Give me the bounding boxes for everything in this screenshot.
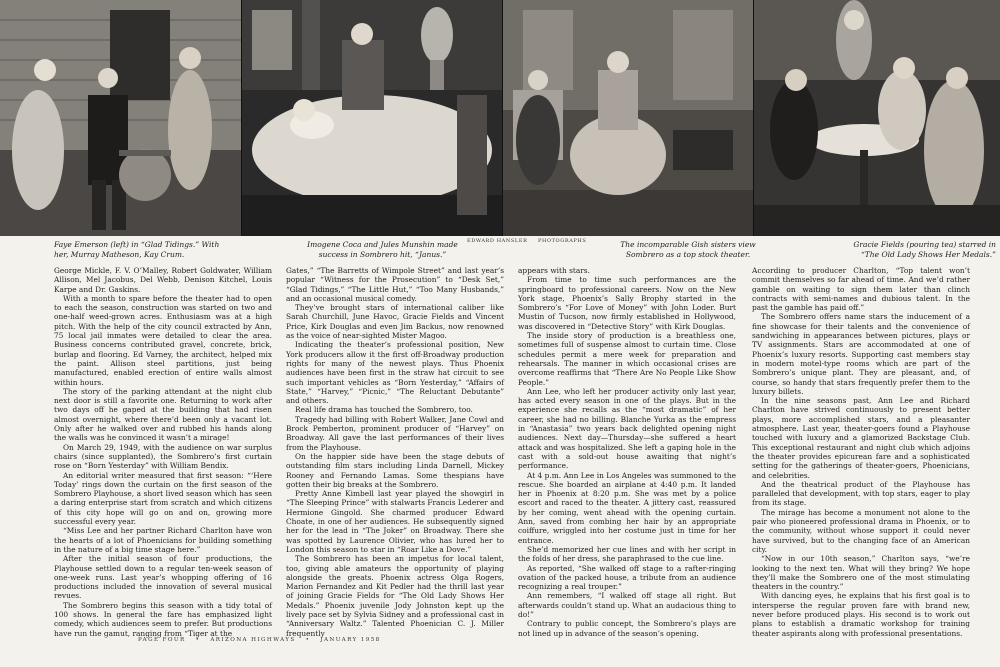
paragraph: “Now in our 10th season,” Charlton says, “we’re looking to the next ten. What will they bring? We hope they’ll make the Sombrero one of the most stimulating theaters in the country.” bbox=[752, 554, 970, 592]
photo-janus bbox=[242, 0, 502, 236]
footer-magazine: ARIZONA HIGHWAYS bbox=[210, 637, 296, 643]
paragraph: The Sombrero begins this season with a tidy total of 100 shows. In general the fare has emphasized light comedy, which audiences seem to prefer. But productions have run the gamut, ranging from “Tiger at the bbox=[54, 600, 272, 638]
paragraph: They’ve brought stars of international caliber like Sarah Churchill, June Havoc, Gracie Fields and Vincent Price, Kirk Douglas and even Jim Backus, now renowned as the voice of near-sighted Mister Magoo. bbox=[286, 303, 504, 341]
paragraph: appears with stars. bbox=[518, 266, 590, 275]
paragraph: Gates,” “The Barretts of Wimpole Street” and last year’s popular “Witness for the Prosecution” to “Desk Set,” “Glad Tidings,” “The Little Hut,” “Too Many Husbands,” and an occasional musical comedy. bbox=[286, 266, 504, 303]
footer-separator: • bbox=[305, 637, 311, 643]
paragraph: The Sombrero has been an impetus for local talent, too, giving able amateurs the opportunity of playing alongside the greats. Phoenix actress Olga Rogers, Marion Fernandez and Kit Pedler had the thrill last year of joining Gracie Fields for “The Old Lady Shows Her Medals.” Phoenix juvenile Jody Johnston kept up the lively pace set by Sylvia Sidney and a professional cast in “Anniversary Waltz.” Talented Phoenician C. J. Miller frequently bbox=[286, 554, 504, 638]
page-footer bbox=[138, 637, 381, 643]
photo-gish-sisters bbox=[503, 0, 753, 236]
photo-glad-tidings bbox=[0, 0, 241, 236]
paragraph: On March 29, 1949, with the audience on war surplus chairs (since supplanted), the Sombrero’s first curtain rose on “Born Yesterday” with William Bendix. bbox=[54, 442, 272, 471]
paragraph: Tragedy had billing with Robert Walker, Jane Cowl and Brock Pemberton, prominent producer of “Harvey” on Broadway. All gave the last performances of their lives from the Playhouse. bbox=[286, 414, 504, 452]
caption-glad-tidings: Faye Emerson (left) in “Glad Tidings.” With her, Murray Matheson, Kay Crum. bbox=[54, 240, 220, 259]
footer-date: JANUARY 1958 bbox=[320, 637, 381, 643]
caption-gish-sisters: The incomparable Gish sisters view Sombrero as a top stock theater. bbox=[620, 240, 756, 259]
paragraph: With a month to spare before the theater had to open to each the season, construction was started on two and one-half weed-grown acres. Enthusiasm was at a high pitch. With the help of the city council extracted by Ann, 75 local jail inmates were detailed to clear the area. Business concerns contributed gravel, concrete, brick, burlap and flooring. Ed Varney, the architect, helped mix the paint. Allison steel partitions, just being manufactured, enabled erection of entire walls almost within hours. bbox=[54, 293, 272, 387]
photo-strip bbox=[0, 0, 1000, 236]
photo-credit-label: PHOTOGRAPHS bbox=[538, 238, 587, 244]
paragraph: Ann remembers, “I walked off stage all right. But afterwards couldn’t stand up. What an audacious thing to do!” bbox=[518, 591, 736, 619]
article-column-2 bbox=[286, 266, 504, 638]
footer-separator: • bbox=[195, 637, 201, 643]
paragraph: Real life drama has touched the Sombrero, too. bbox=[295, 405, 473, 415]
paragraph: The inside story of production is a breathless one, sometimes full of suspense almost to curtain time. Close schedules permit a mere week for preparation and rehearsals. The manner in which occasional crises are overcome reaffirms that “There Are No People Like Show People.” bbox=[518, 331, 736, 387]
paragraph: As reported, “She walked off stage to a rafter-ringing ovation of the packed house, a tribute from an audience recognizing a real trouper.” bbox=[518, 563, 736, 592]
paragraph: According to producer Charlton, “Top talent won’t commit themselves so far ahead of time. And we’d rather gamble on waiting to sign them later than clinch contracts with semi-names and dubious talent. In the past the gamble has paid off.” bbox=[752, 266, 970, 313]
footer-page-number: PAGE FOUR bbox=[138, 637, 186, 643]
paragraph: After the initial season of four productions, the Playhouse settled down to a regular ten-week season of one-week runs. Last year’s whopping offering of 16 productions included the innovation of several musical revues. bbox=[54, 554, 272, 601]
article-column-3 bbox=[518, 266, 736, 638]
paragraph: “Miss Lee and her partner Richard Charlton have won the hearts of a lot of Phoenicians for building something in the nature of a big time stage here.” bbox=[54, 526, 272, 554]
paragraph: An editorial writer measured that first season: “‘Here Today’ rings down the curtain on the first season of the Sombrero Playhouse, a short lived season which has seen a daring enterprise start from scratch and which citizens of this city hope will go on and on, growing more successful every year. bbox=[54, 470, 272, 527]
paragraph: The story of the parking attendant at the night club next door is still a favorite one. Returning to work after two days off he gaped at the building that had risen almost overnight, where there’d been only a vacant lot. Only after he walked over and rubbed his hands along the walls was he convinced it wasn’t a mirage! bbox=[54, 386, 272, 443]
paragraph: And the theatrical product of the Playhouse has paralleled that development, with top stars, eager to play from its stage. bbox=[752, 479, 970, 508]
paragraph: George Mickle, F. V. O’Malley, Robert Goldwater, William Allison, Mel Jacobus, Del Webb, Denison Kitchel, Louis Karpe and Dr. Gaskins. bbox=[54, 266, 272, 294]
paragraph: Indicating the theater’s professional position, New York producers allow it the first off-Broadway production rights for many of the newest plays. Thus Phoenix audiences have been first in the straw hat circuit to see such important vehicles as “Born Yesterday,” “Affairs of State,” “Harvey,” “Picnic,” “The Reluctant Debutante” and others. bbox=[286, 340, 504, 406]
article-column-1 bbox=[54, 266, 272, 638]
photo-credit-name: EDWARD HANSLER bbox=[467, 238, 528, 244]
paragraph: The Sombrero offers name stars the inducement of a fine showcase for their talents and the convenience of sandwiching in appearances between pictures, plays or TV assignments. Stars are accommodated at one of Phoenix’s luxury resorts. Supporting cast members stay in modern motel-type rooms which are part of the Sombrero’s unique plant. They are pleasant, and, of course, so handy that stars frequently prefer them to the luxury billets. bbox=[752, 312, 970, 396]
paragraph: From time to time such performances are the springboard to professional careers. Now on the New York stage, Phoenix’s Sally Brophy started in the Sombrero’s “For Love of Money” with John Loder. Burt Mustin of Tucson, now firmly established in Hollywood, was discovered in “Detective Story” with Kirk Douglas. bbox=[518, 275, 736, 331]
paragraph: She’d memorized her cue lines and with her script in the folds of her dress, she paraphrased to the cue line. bbox=[518, 544, 736, 564]
paragraph: At 4 p.m. Ann Lee in Los Angeles was summoned to the rescue. She boarded an airplane at 4:40 p.m. It landed her in Phoenix at 8:20 p.m. She was met by a police escort and raced to the theater. A jittery cast, reassured by her coming, went ahead with the opening curtain. Ann, saved from combing her hair by an appropriate coiffure, wriggled into her costume just in time for her entrance. bbox=[518, 470, 736, 545]
paragraph: On the happier side have been the stage debuts of outstanding film stars including Linda Darnell, Mickey Rooney and Fernando Lamas. Some thespians have gotten their big breaks at the Sombrero. bbox=[286, 451, 504, 489]
paragraph: Pretty Anne Kimbell last year played the showgirl in “The Sleeping Prince” with stalwarts Francis Lederer and Hermione Gingold. She charmed producer Edward Choate, in one of her audiences. He subsequently signed her for the lead in “The Joker” on Broadway. There she was spotted by Laurence Olivier, who has lured her to London this season to star in “Roar Like a Dove.” bbox=[286, 489, 504, 554]
paragraph: In the nine seasons past, Ann Lee and Richard Charlton have strived continuously to present better plays, more accomplished stars, and a pleasanter atmosphere. Last year, theater-goers found a Playhouse touched with luxury and a glamorized Backstage Club. This exceptional restaurant and night club which adjoins the theater provides epicurean fare and a sophisticated setting for the gatherings of theater-goers, Phoenicians, and celebrities. bbox=[752, 396, 970, 480]
paragraph: Ann Lee, who left her producer activity only last year, has acted every season in one of the plays. But in the experience she recalls as the “most dramatic” of her career, she had no billing. Blanche Yurka as the empress in “Anastasia” two years back delighted opening night audiences. Next day—Thursday—she suffered a heart attack and was hospitalized. She left a gaping hole in the cast with a sold-out house awaiting that night’s performance. bbox=[518, 386, 736, 471]
caption-janus: Imogene Coca and Jules Munshin made success in Sombrero hit, “Janus.” bbox=[307, 240, 458, 259]
article-column-4 bbox=[752, 266, 970, 638]
paragraph: The mirage has become a monument not alone to the pair who pioneered professional drama in Phoenix, or to the community, without whose support it could never have survived, but to the changing face of an American city. bbox=[752, 507, 970, 554]
photo-old-lady-medals bbox=[754, 0, 1000, 236]
caption-old-lady-medals: Gracie Fields (pouring tea) starred in “The Old Lady Shows Her Medals.” bbox=[853, 240, 996, 259]
paragraph: With dancing eyes, he explains that his first goal is to intersperse the regular proven fare with brand new, never before produced plays. His second is to work out plans to establish a dramatic workshop for training theater aspirants along with professional presentations. bbox=[752, 591, 970, 638]
paragraph: Contrary to public concept, the Sombrero’s plays are not lined up in advance of the season’s opening. bbox=[518, 619, 736, 638]
